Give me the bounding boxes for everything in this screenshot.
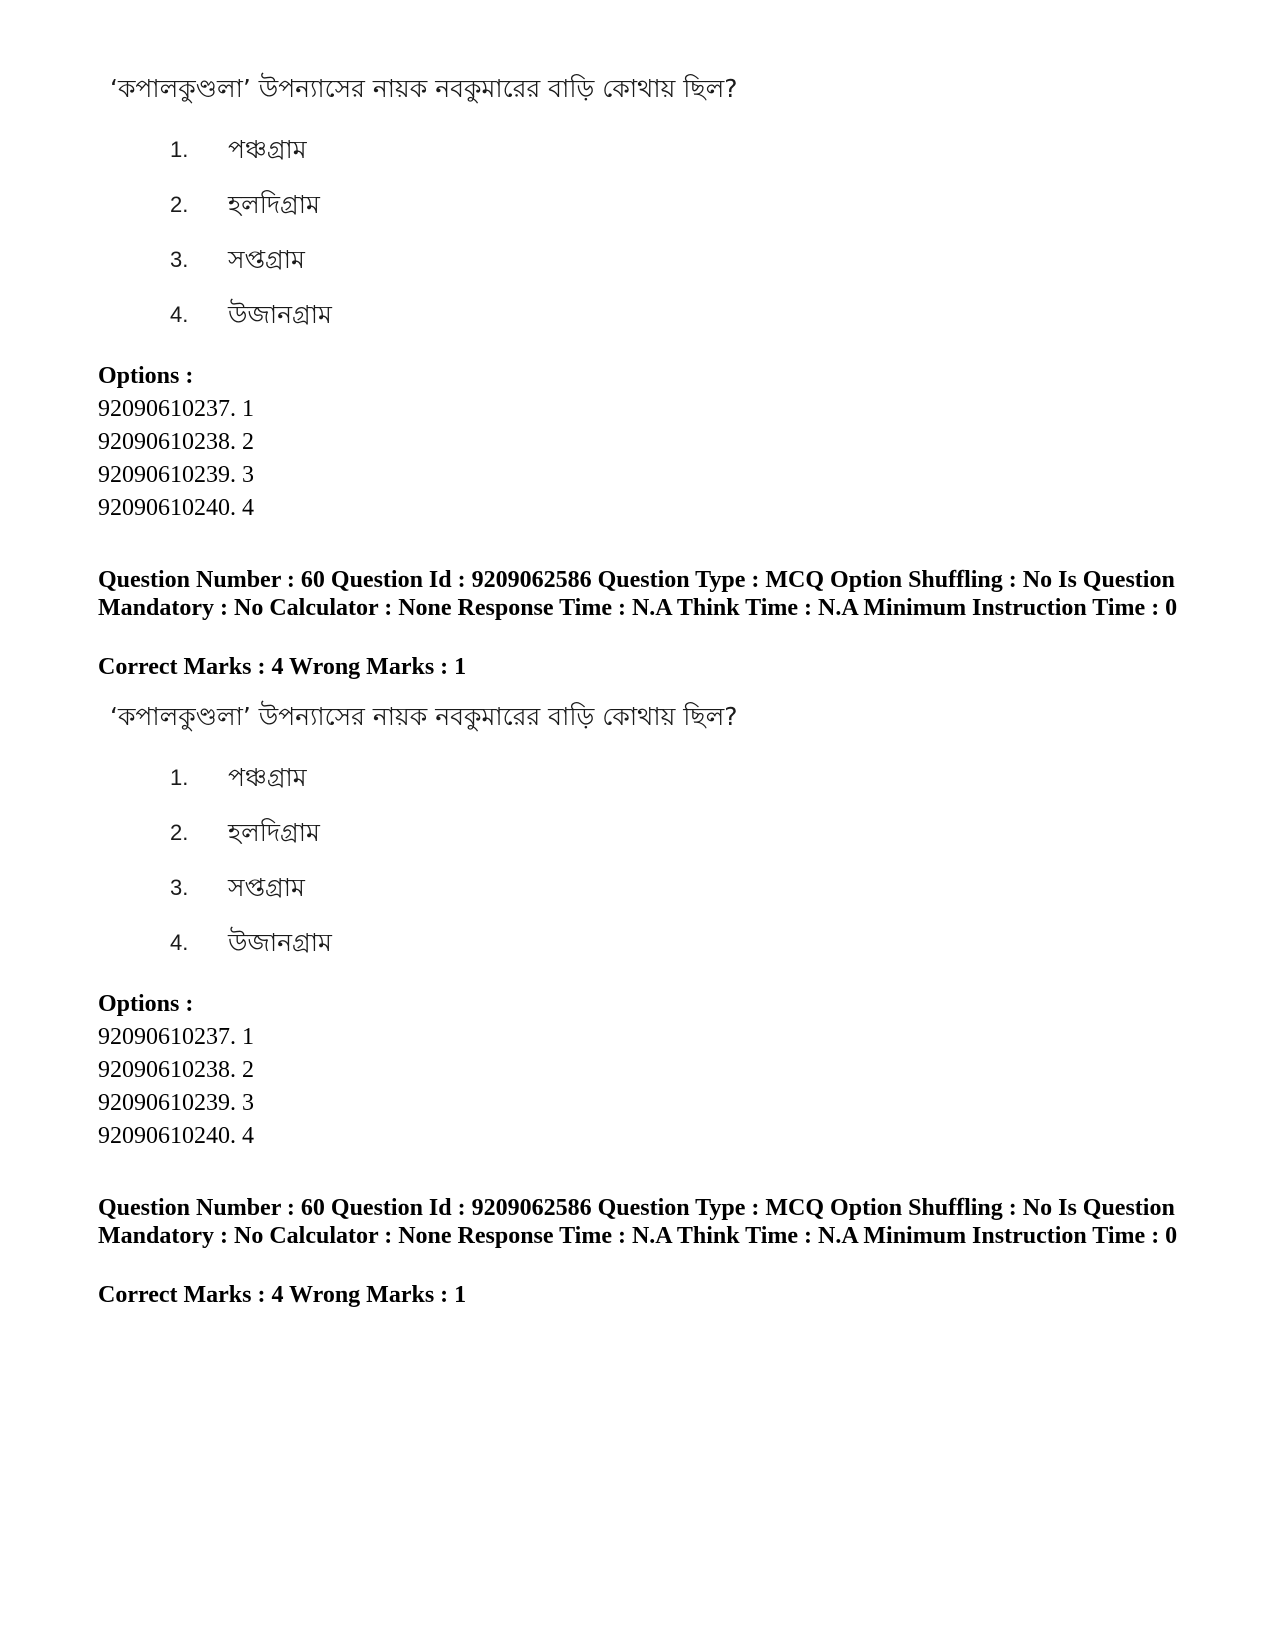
option-line: 92090610237. 1	[98, 396, 254, 422]
choice-text: হলদিগ্রাম	[228, 818, 320, 847]
question-metadata: Question Number : 60 Question Id : 9209062586 Question Type : MCQ Option Shuffling : No Is Question Mandatory : No Calculator : None Response Time : N.A Think Time : N.A Minimum Instruction Time : 0	[98, 1195, 1178, 1249]
marks-line: Correct Marks : 4 Wrong Marks : 1	[98, 654, 467, 680]
choice-item	[170, 815, 320, 851]
choice-item	[170, 187, 320, 223]
option-line: 92090610239. 3	[98, 1090, 254, 1116]
options-heading: Options :	[98, 991, 194, 1017]
choice-item	[170, 242, 305, 278]
choice-text: সপ্তগ্রাম	[228, 873, 305, 902]
choice-number: 3.	[170, 247, 189, 272]
choice-number: 3.	[170, 875, 189, 900]
choice-text: উজানগ্রাম	[228, 300, 332, 329]
choice-item	[170, 870, 305, 906]
choice-text: সপ্তগ্রাম	[228, 245, 305, 274]
options-heading: Options :	[98, 363, 194, 389]
option-line: 92090610240. 4	[98, 495, 254, 521]
option-line: 92090610239. 3	[98, 462, 254, 488]
choice-number: 4.	[170, 302, 189, 327]
option-line: 92090610240. 4	[98, 1123, 254, 1149]
choice-number: 2.	[170, 192, 189, 217]
choice-item	[170, 132, 307, 168]
choice-number: 4.	[170, 930, 189, 955]
choice-number: 2.	[170, 820, 189, 845]
choice-text: হলদিগ্রাম	[228, 190, 320, 219]
question-text: ‘কপালকুণ্ডলা’ উপন্যাসের নায়ক নবকুমারের বাড়ি কোথায় ছিল?	[110, 74, 738, 103]
choice-number: 1.	[170, 765, 189, 790]
option-line: 92090610238. 2	[98, 1057, 254, 1083]
question-text: ‘কপালকুণ্ডলা’ উপন্যাসের নায়ক নবকুমারের বাড়ি কোথায় ছিল?	[110, 702, 738, 731]
marks-line: Correct Marks : 4 Wrong Marks : 1	[98, 1282, 467, 1308]
question-metadata: Question Number : 60 Question Id : 9209062586 Question Type : MCQ Option Shuffling : No Is Question Mandatory : No Calculator : None Response Time : N.A Think Time : N.A Minimum Instruction Time : 0	[98, 567, 1178, 621]
choice-number: 1.	[170, 137, 189, 162]
choice-text: পঞ্চগ্রাম	[228, 763, 307, 792]
choice-text: পঞ্চগ্রাম	[228, 135, 307, 164]
option-line: 92090610237. 1	[98, 1024, 254, 1050]
option-line: 92090610238. 2	[98, 429, 254, 455]
choice-text: উজানগ্রাম	[228, 928, 332, 957]
choice-item	[170, 925, 332, 961]
choice-item	[170, 297, 332, 333]
choice-item	[170, 760, 307, 796]
